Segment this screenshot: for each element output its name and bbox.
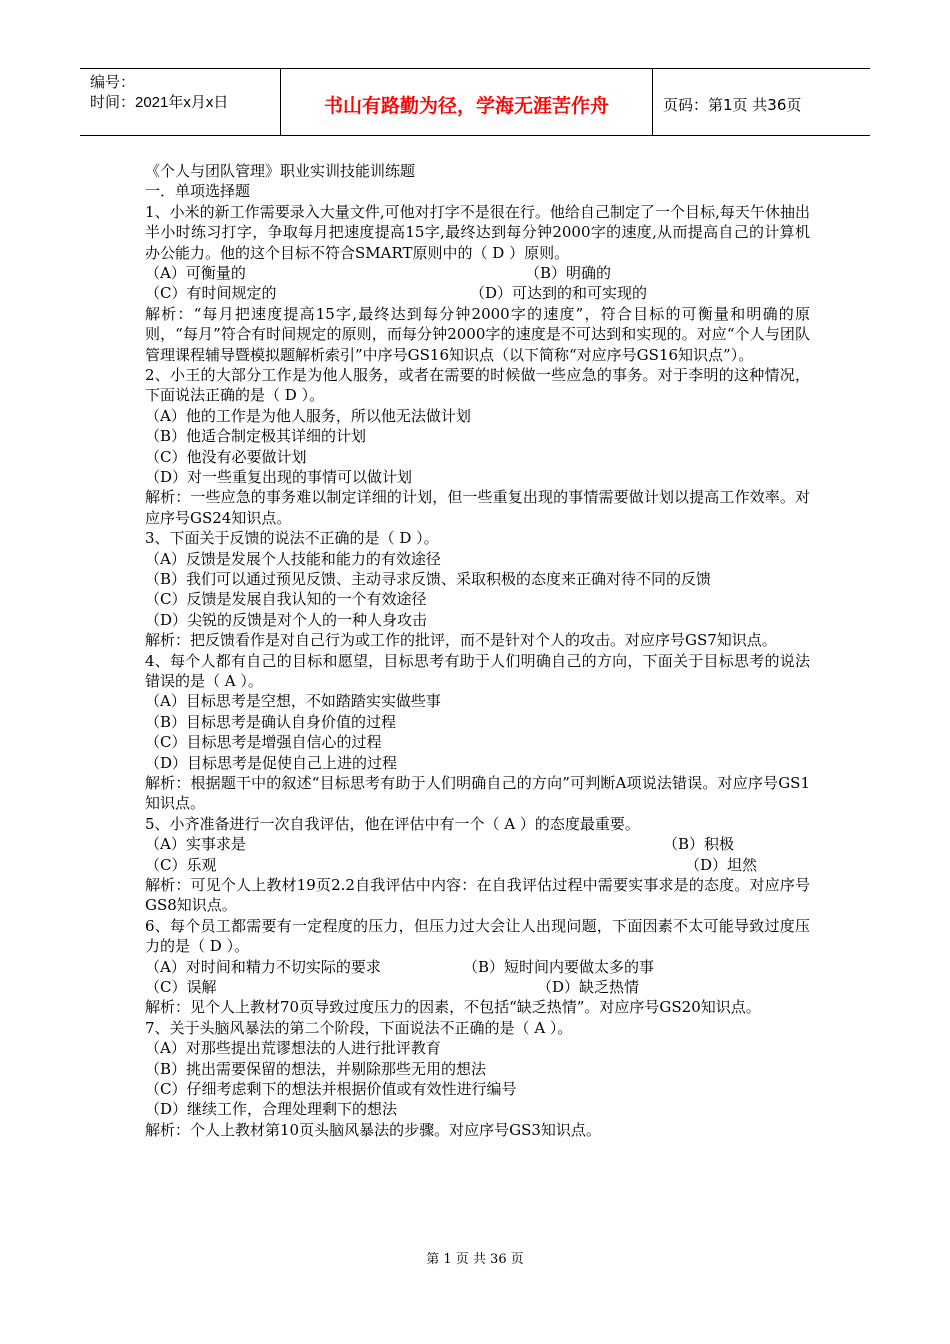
motto: 书山有路勤为径，学海无涯苦作舟 <box>281 69 653 135</box>
analysis: 解析：个人上教材第10页头脑风暴法的步骤。对应序号GS3知识点。 <box>145 1120 601 1139</box>
option-c: （C）他没有必要做计划 <box>145 447 307 466</box>
question-stem: 6、每个员工都需要有一定程度的压力，但压力过大会让人出现问题，下面因素不太可能导致过度压力的是（ D ）。 <box>145 916 810 956</box>
question-stem: 1、小米的新工作需要录入大量文件,可他对打字不是很在行。他给自己制定了一个目标,每天午休抽出半小时练习打字，争取每月把速度提高15字,最终达到每分钟2000字的速度,从而提高自己的计算机办公能力。他的这个目标不符合SMART原则中的（ D ）原则。 <box>145 202 810 262</box>
page-header <box>80 68 870 136</box>
option-c: （C）仔细考虑剩下的想法并根据价值或有效性进行编号 <box>145 1079 517 1098</box>
option-a: （A）反馈是发展个人技能和能力的有效途径 <box>145 549 441 568</box>
option-d: （D）缺乏热情 <box>537 977 640 996</box>
option-c: （C）有时间规定的 <box>145 284 277 303</box>
option-d: （D）可达到的和可实现的 <box>470 284 648 303</box>
analysis: 解析：一些应急的事务难以制定详细的计划，但一些重复出现的事情需要做计划以提高工作效率。对应序号GS24知识点。 <box>145 488 810 527</box>
analysis: 解析：可见个人上教材19页2.2自我评估中内容：在自我评估过程中需要实事求是的态度。对应序号GS8知识点。 <box>145 875 810 915</box>
option-a: （A）他的工作是为他人服务，所以他无法做计划 <box>145 406 471 425</box>
question-stem: 3、下面关于反馈的说法不正确的是（ D ）。 <box>145 529 439 548</box>
header-meta <box>80 69 281 135</box>
analysis: 解析：“每月把速度提高15字,最终达到每分钟2000字的速度”，符合目标的可衡量和明确的原则，“每月”符合有时间规定的原则，而每分钟2000字的速度是不可达到和实现的。对应“个人与团队管理课程辅导暨模拟题解析索引”中序号GS16知识点（以下简称“对应序号GS16知识点”）。 <box>145 304 810 364</box>
option-row <box>145 957 810 977</box>
option-row <box>145 855 810 875</box>
document-body <box>145 161 810 1140</box>
document-title: 《个人与团队管理》职业实训技能训练题 <box>145 162 416 180</box>
question-stem: 5、小齐准备进行一次自我评估，他在评估中有一个（ A ）的态度最重要。 <box>145 814 640 833</box>
option-b: （B）目标思考是确认自身价值的过程 <box>145 712 397 731</box>
number-label: 编号： <box>90 74 136 91</box>
option-d: （D）对一些重复出现的事情可以做计划 <box>145 467 413 486</box>
option-c: （C）误解 <box>145 977 217 996</box>
option-a: （A）可衡量的 <box>145 264 246 282</box>
option-row <box>145 977 810 997</box>
option-a: （A）目标思考是空想，不如踏踏实实做些事 <box>145 692 441 711</box>
option-b: （B）挑出需要保留的想法，并剔除那些无用的想法 <box>145 1059 487 1078</box>
section-heading: 一．单项选择题 <box>145 182 251 201</box>
option-row <box>145 834 810 854</box>
option-b: （B）积极 <box>663 835 735 854</box>
page-footer: 第 1 页 共 36 页 <box>426 1252 524 1267</box>
option-b: （B）明确的 <box>525 264 612 282</box>
question-stem: 4、每个人都有自己的目标和愿望，目标思考有助于人们明确自己的方向，下面关于目标思考的说法错误的是（ A ）。 <box>145 651 810 690</box>
option-b: （B）短时间内要做太多的事 <box>463 957 655 976</box>
option-row <box>145 263 810 283</box>
time-label: 时间：2021年x月x日 <box>90 94 229 111</box>
option-d: （D）继续工作，合理处理剩下的想法 <box>145 1100 398 1119</box>
option-c: （C）乐观 <box>145 855 217 874</box>
option-row <box>145 283 810 303</box>
option-c: （C）目标思考是增强自信心的过程 <box>145 733 382 752</box>
question-stem: 7、关于头脑风暴法的第二个阶段，下面说法不正确的是（ A ）。 <box>145 1018 573 1037</box>
option-a: （A）对时间和精力不切实际的要求 <box>145 957 381 976</box>
analysis: 解析：见个人上教材70页导致过度压力的因素，不包括“缺乏热情”。对应序号GS20知识点。 <box>145 998 761 1017</box>
option-b: （B）他适合制定极其详细的计划 <box>145 427 367 446</box>
option-c: （C）反馈是发展自我认知的一个有效途径 <box>145 590 427 609</box>
option-d: （D）坦然 <box>685 855 758 874</box>
analysis: 解析：根据题干中的叙述“目标思考有助于人们明确自己的方向”可判断A项说法错误。对应序号GS1知识点。 <box>145 773 810 813</box>
option-a: （A）实事求是 <box>145 835 246 854</box>
option-d: （D）尖锐的反馈是对个人的一种人身攻击 <box>145 610 428 629</box>
option-a: （A）对那些提出荒谬想法的人进行批评教育 <box>145 1039 441 1058</box>
page-info: 页码：第1页 共36页 <box>663 95 802 114</box>
option-d: （D）目标思考是促使自己上进的过程 <box>145 753 398 772</box>
question-stem: 2、小王的大部分工作是为他人服务，或者在需要的时候做一些应急的事务。对于李明的这种情况，下面说法正确的是（ D ）。 <box>145 366 810 405</box>
option-b: （B）我们可以通过预见反馈、主动寻求反馈、采取积极的态度来正确对待不同的反馈 <box>145 569 712 588</box>
analysis: 解析：把反馈看作是对自己行为或工作的批评，而不是针对个人的攻击。对应序号GS7知识点。 <box>145 631 777 650</box>
